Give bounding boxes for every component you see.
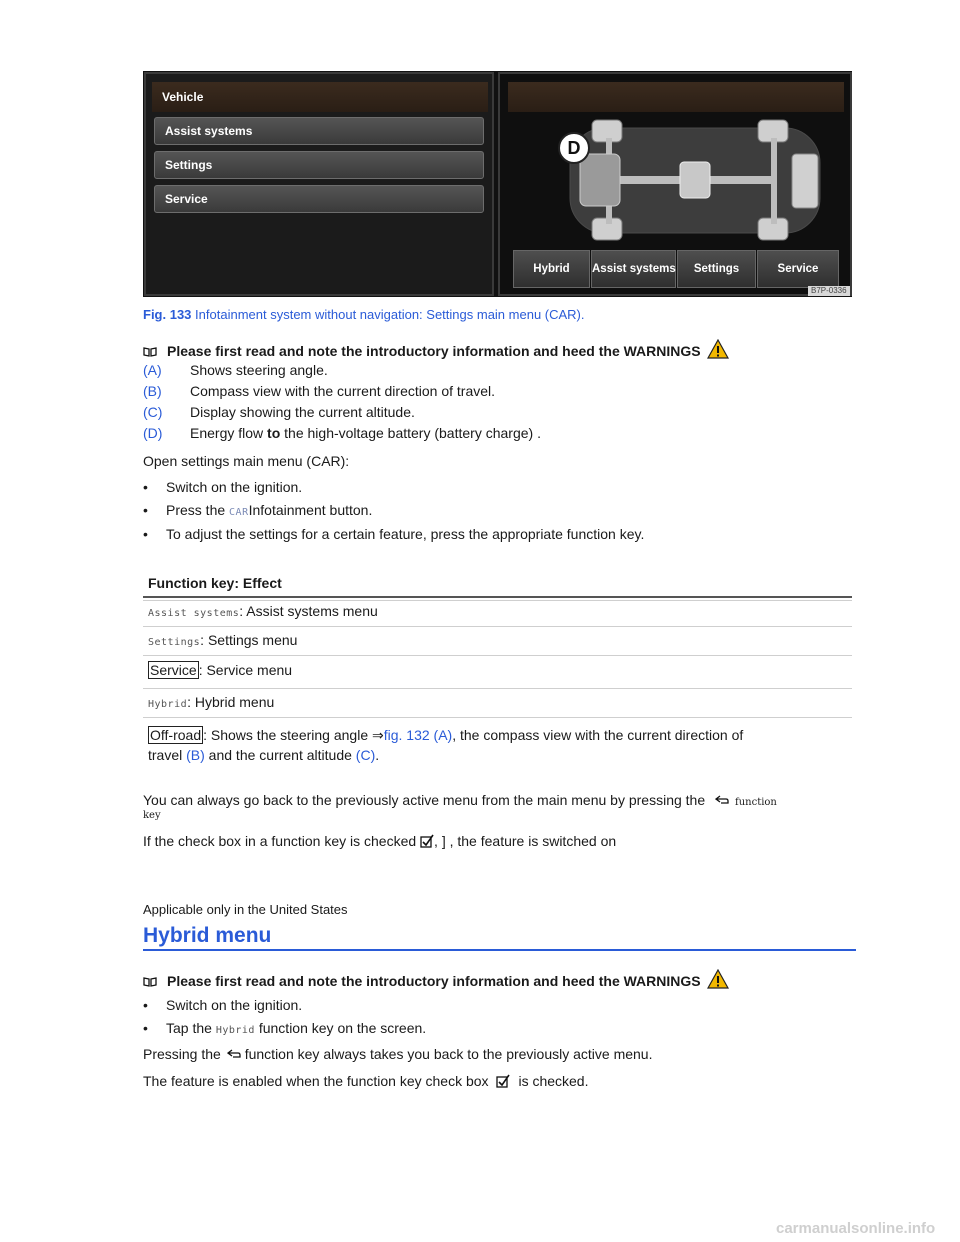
checkbox-checked-icon [496, 1074, 510, 1088]
book-icon [143, 977, 157, 987]
right-panel-header [508, 82, 844, 112]
warning-notice [143, 339, 729, 359]
function-key-service[interactable]: Service [757, 250, 839, 288]
hybrid-key-label: Hybrid [215, 1025, 255, 1036]
bullet-dot: • [143, 1020, 148, 1036]
bullet-item [143, 502, 372, 518]
bullet-dot: • [143, 997, 148, 1013]
bullet-item [143, 479, 302, 495]
figure-caption-text: Infotainment system without navigation: Settings main menu (CAR). [195, 307, 585, 322]
paragraph-text: is checked. [518, 1073, 589, 1089]
legend-key: (C) [143, 404, 163, 420]
car-key-label: CAR [229, 507, 249, 518]
menu-button-assist-systems[interactable]: Assist systems [154, 117, 484, 145]
bullet-text: To adjust the settings for a certain feature, press the appropriate function key. [166, 526, 645, 542]
figure-caption [143, 307, 585, 322]
table-row-divider [143, 655, 852, 656]
watermark: carmanualsonline.info [776, 1220, 936, 1237]
function-key-effect: : Service menu [198, 662, 293, 678]
checkbox-note [143, 833, 616, 849]
bullet-text: Switch on the ignition. [166, 997, 303, 1013]
function-key-effect: and the current altitude [204, 747, 356, 763]
legend-text: Compass view with the current direction of travel. [190, 383, 496, 399]
book-icon [143, 347, 157, 357]
legend-text-bold: to [267, 425, 281, 441]
table-row [148, 662, 292, 678]
legend-key: (A) [143, 362, 162, 378]
figure-number: Fig. 133 [143, 307, 192, 322]
function-key-effect: : Settings menu [200, 632, 298, 648]
function-key-effect: travel [148, 747, 187, 763]
legend-text: Shows steering angle. [190, 362, 328, 378]
warning-text: Please first read and note the introductory information and heed the WARNINGS [167, 343, 701, 359]
warning-triangle-icon [707, 339, 729, 359]
menu-title-vehicle: Vehicle [152, 82, 488, 112]
bullet-text: Press the [166, 502, 230, 518]
legend-text [190, 423, 541, 443]
bullet-item [143, 997, 302, 1013]
function-key-name: Assist systems [148, 608, 240, 619]
function-key-assist-systems[interactable]: Assist systems [591, 250, 676, 288]
back-note [143, 792, 777, 808]
bullet-text: function key on the screen. [254, 1020, 427, 1036]
function-key-name: Settings [148, 637, 201, 648]
warning-notice [143, 969, 729, 989]
legend-reference-c: (C) [355, 747, 376, 763]
bullet-dot: • [143, 502, 148, 518]
table-heading: Function key: Effect [148, 575, 282, 591]
table-header-rule [143, 596, 852, 598]
legend-text-part: Energy flow [190, 425, 268, 441]
back-note-key-cont: key [143, 810, 161, 821]
back-arrow-icon [715, 795, 729, 805]
legend-reference-b: (B) [186, 747, 205, 763]
table-row-divider [143, 688, 852, 689]
function-key-name: Hybrid [148, 699, 188, 710]
table-header-rule [143, 600, 852, 601]
table-row-continuation [148, 747, 379, 763]
table-row-divider [143, 717, 852, 718]
back-note-key: function [735, 797, 777, 808]
figure-reference-link[interactable]: fig. 132 (A) [383, 727, 453, 743]
bullet-text: Infotainment button. [248, 502, 373, 518]
table-row-divider [143, 626, 852, 627]
bullet-text: Switch on the ignition. [166, 479, 303, 495]
function-key-effect: . [375, 747, 380, 763]
function-key-name: Service [150, 662, 197, 678]
section-title: Hybrid menu [143, 924, 272, 947]
back-arrow-icon [227, 1049, 241, 1059]
back-paragraph [143, 1046, 652, 1062]
bullet-dot: • [143, 526, 148, 542]
table-row [148, 694, 274, 710]
table-row [148, 632, 297, 648]
function-key-settings[interactable]: Settings [677, 250, 756, 288]
open-menu-intro: Open settings main menu (CAR): [143, 453, 350, 469]
checkbox-checked-icon [420, 834, 434, 848]
function-key-name: Off-road [150, 727, 202, 743]
back-note-text: You can always go back to the previously active menu from the main menu by pressing the [143, 792, 706, 808]
function-key-effect: : Hybrid menu [187, 694, 275, 710]
bullet-item [143, 1020, 426, 1036]
function-key-hybrid[interactable]: Hybrid [513, 250, 590, 288]
paragraph-text: The feature is enabled when the function key check box [143, 1073, 489, 1089]
function-key-effect: : Shows the steering angle ⇒ [203, 727, 384, 743]
figure-code: B7P-0336 [808, 286, 850, 296]
bullet-item [143, 526, 644, 542]
paragraph-text: function key always takes you back to the previously active menu. [244, 1046, 653, 1062]
checkbox-note-text: , ] , the feature is switched on [434, 833, 617, 849]
table-row [148, 603, 378, 619]
bullet-dot: • [143, 479, 148, 495]
marker-d-label: D [567, 138, 581, 158]
warning-text: Please first read and note the introductory information and heed the WARNINGS [167, 973, 701, 989]
enabled-paragraph [143, 1073, 589, 1089]
section-rule [143, 949, 856, 951]
legend-text-part: the high-voltage battery (battery charge) . [280, 425, 541, 441]
bullet-text: Tap the [166, 1020, 216, 1036]
legend-text: Display showing the current altitude. [190, 404, 415, 420]
region-note: Applicable only in the United States [143, 902, 348, 917]
legend-key: (D) [143, 425, 163, 441]
table-row [148, 727, 743, 744]
legend-key: (B) [143, 383, 162, 399]
checkbox-note-text: If the check box in a function key is checked [143, 833, 417, 849]
menu-button-service[interactable]: Service [154, 185, 484, 213]
function-key-effect: : Assist systems menu [239, 603, 378, 619]
menu-button-settings[interactable]: Settings [154, 151, 484, 179]
function-key-effect: , the compass view with the current direction of [452, 727, 744, 743]
warning-triangle-icon [707, 969, 729, 989]
paragraph-text: Pressing the [143, 1046, 221, 1062]
